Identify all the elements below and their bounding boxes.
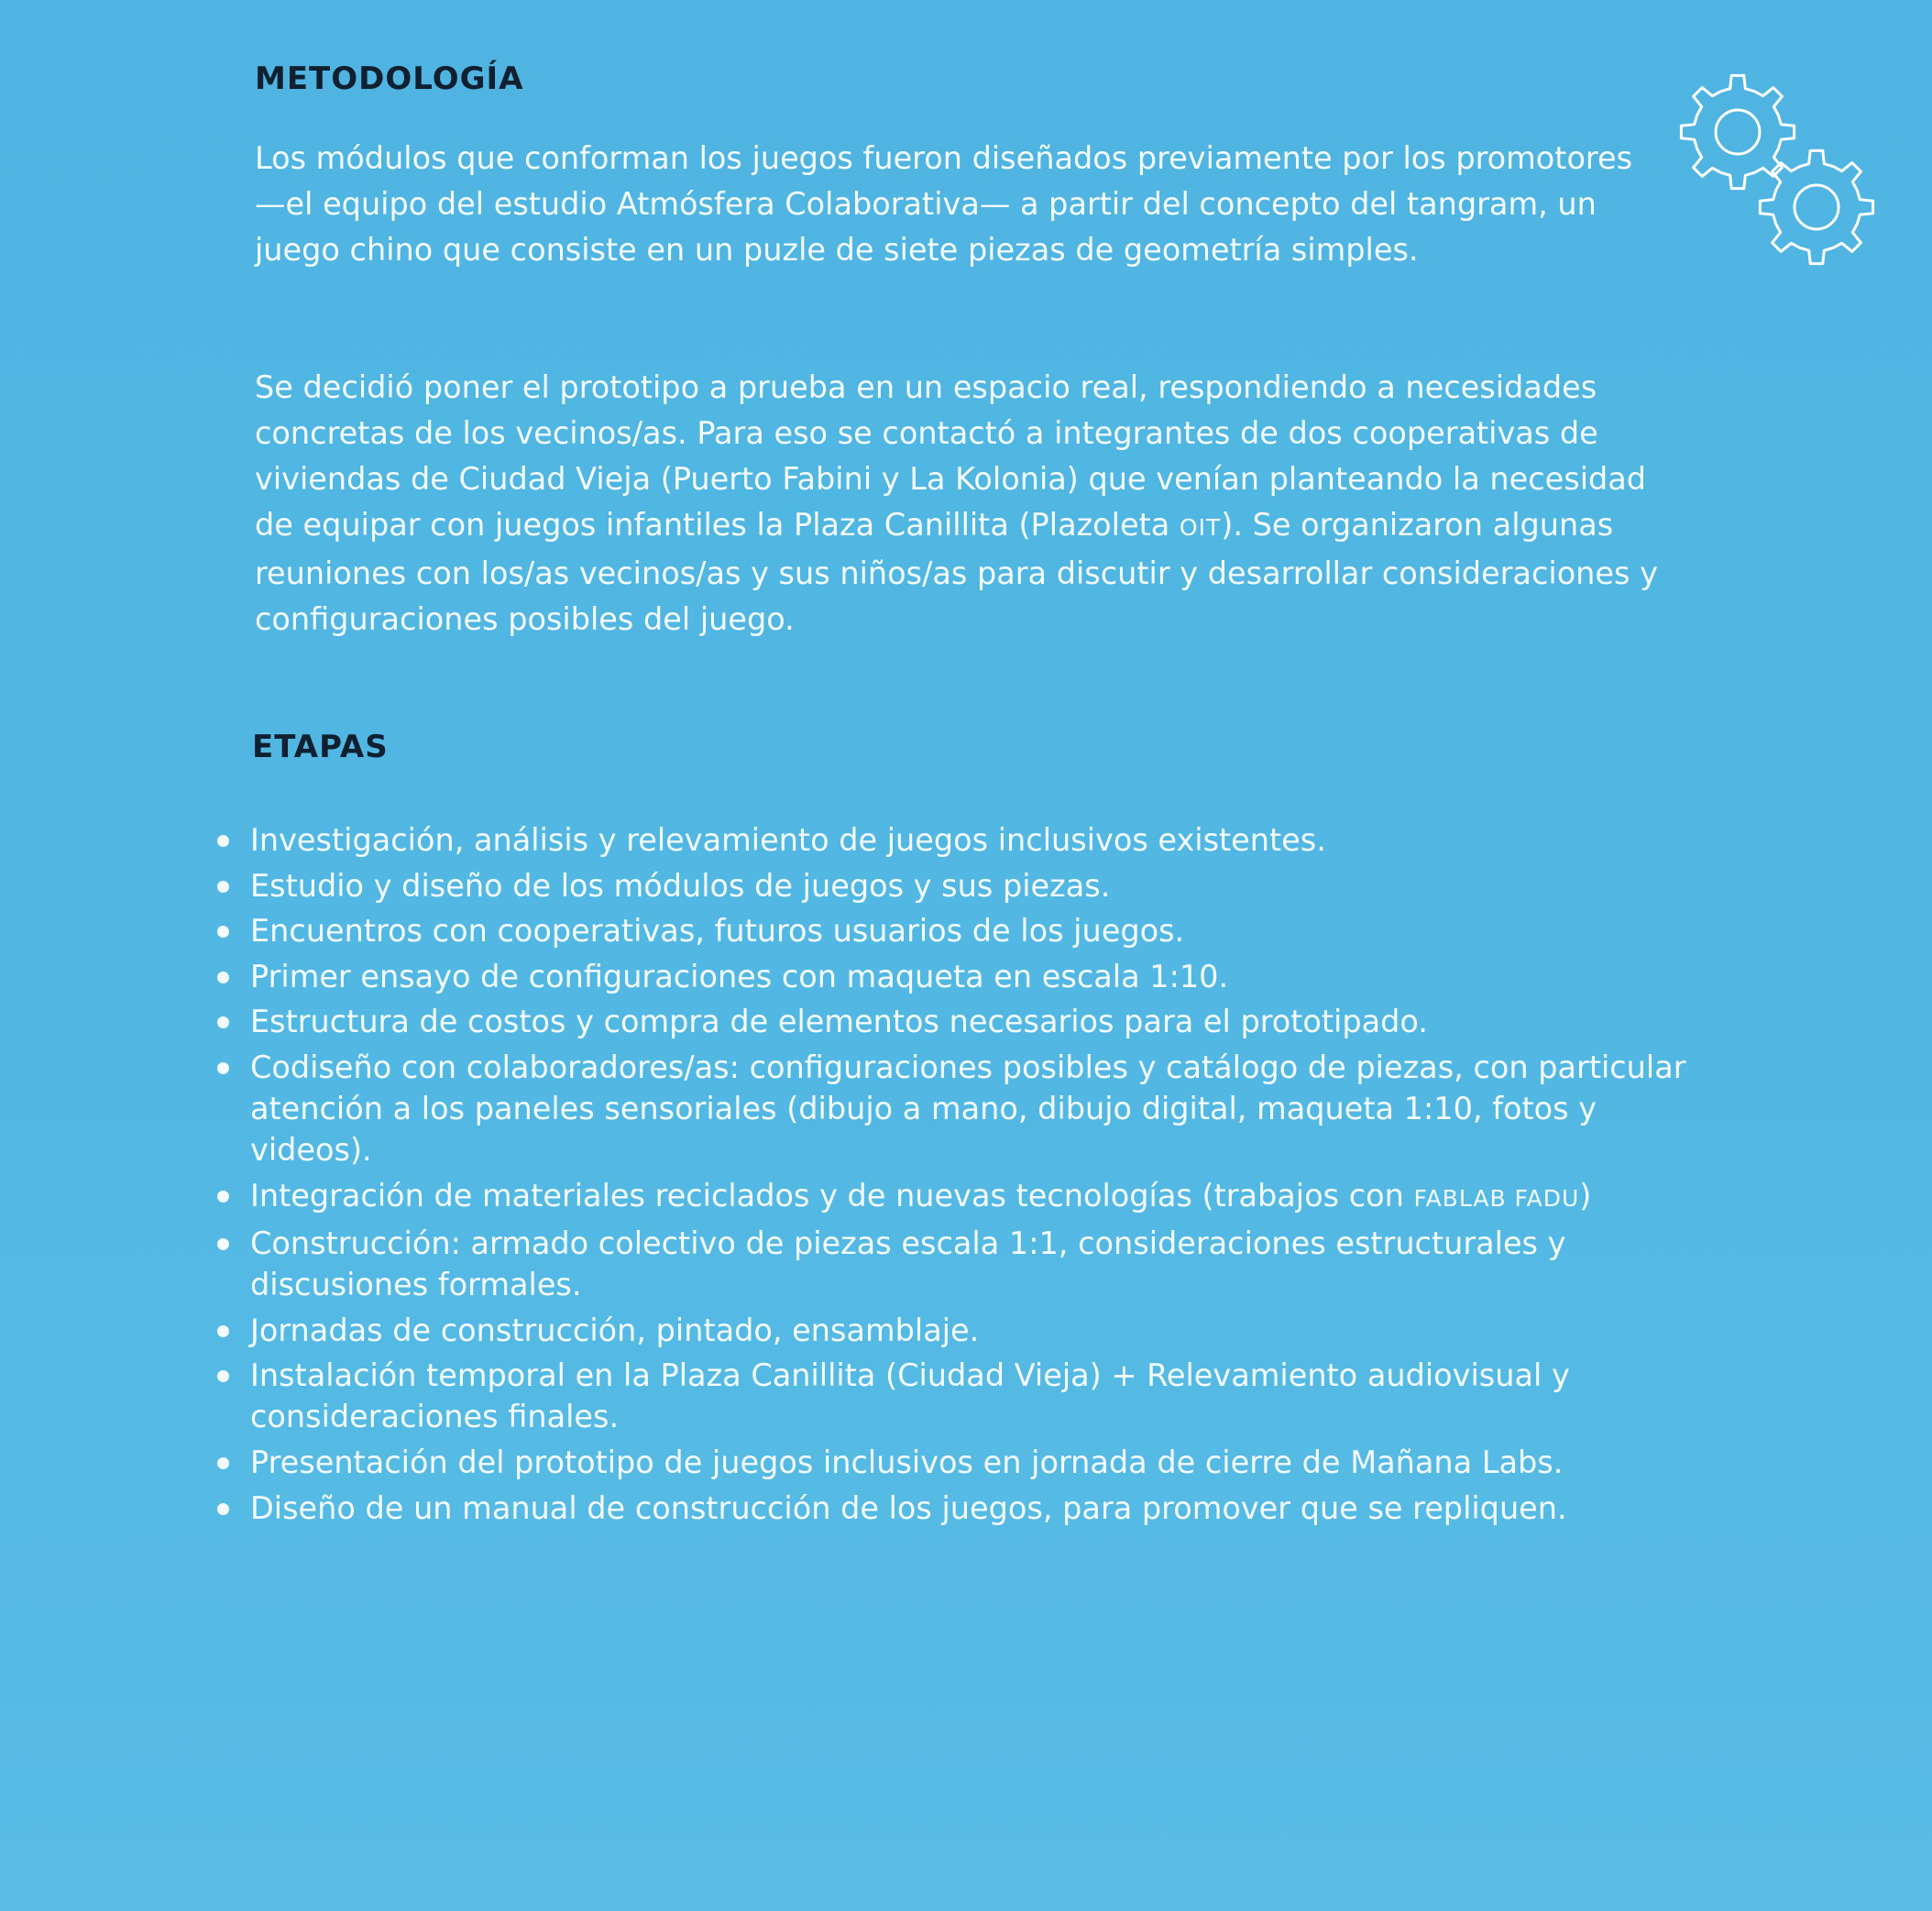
list-item <box>215 1488 1700 1529</box>
acronym-fablab-fadu: FABLAB FADU <box>1413 1184 1580 1212</box>
paragraph-2-text-a: Se decidió poner el prototipo a prueba en un espacio real, respondiendo a necesidades concretas de los vecinos/as. Para eso se contactó a integrantes de dos cooperativas de viviendas de Ciudad Vieja (Puerto Fabini y La Kolonia) que venían planteando la necesidad de equipar con juegos infantiles la Plaza Canillita (Plazoleta <box>255 369 1647 543</box>
stage-text: Estudio y diseño de los módulos de juegos y sus piezas. <box>250 867 1111 904</box>
stage-text: Construcción: armado colectivo de piezas escala 1:1, consideraciones estructurales y discusiones formales. <box>250 1225 1566 1303</box>
gear-small-icon <box>1760 150 1872 263</box>
stage-text-suffix: ) <box>1579 1177 1592 1214</box>
gear-large-icon <box>1681 75 1794 188</box>
stage-text: Primer ensayo de configuraciones con maqueta en escala 1:10. <box>250 958 1229 994</box>
bullet-icon <box>217 1191 229 1203</box>
metodologia-paragraph-1: Los módulos que conforman los juegos fueron diseñados previamente por los promotores —el equipo del estudio Atmósfera Colaborativa— a partir del concepto del tangram, un juego chino que consiste en un puzle de siete piezas de geometría simples. <box>255 140 1633 268</box>
stage-text: Instalación temporal en la Plaza Canillita (Ciudad Vieja) + Relevamiento audiovisual y consideraciones finales. <box>250 1357 1570 1435</box>
stage-text: Estructura de costos y compra de elementos necesarios para el prototipado. <box>250 1004 1428 1040</box>
list-item <box>215 1310 1700 1351</box>
gears-icon <box>1677 73 1888 266</box>
list-item <box>215 1442 1700 1483</box>
list-item <box>215 1001 1700 1042</box>
gear-outline <box>1681 75 1794 188</box>
section-heading-etapas: ETAPAS <box>252 729 389 765</box>
list-item <box>215 865 1700 906</box>
bullet-icon <box>217 972 229 983</box>
bullet-icon <box>217 1238 229 1250</box>
list-item <box>215 910 1700 951</box>
section-heading-metodologia: METODOLOGÍA <box>255 60 524 97</box>
stage-text: Jornadas de construcción, pintado, ensamblaje. <box>250 1312 980 1348</box>
bullet-icon <box>217 926 229 938</box>
stages-list <box>215 819 1700 1532</box>
metodologia-paragraph-2 <box>255 365 1666 642</box>
stage-text: Codiseño con colaboradores/as: configuraciones posibles y catálogo de piezas, con particular atención a los paneles sensoriales (dibujo a mano, dibujo digital, maqueta 1:10, fotos y videos). <box>250 1049 1686 1168</box>
bullet-icon <box>217 881 229 893</box>
gear-outline <box>1760 150 1872 263</box>
bullet-icon <box>217 1370 229 1382</box>
list-item <box>215 819 1700 861</box>
list-item <box>215 1223 1700 1305</box>
stage-text: Encuentros con cooperativas, futuros usuarios de los juegos. <box>250 913 1185 950</box>
stage-text: Investigación, análisis y relevamiento de juegos inclusivos existentes. <box>250 822 1326 858</box>
bullet-icon <box>217 1503 229 1515</box>
paragraph-2-text-b: ). Se organizaron algunas reuniones con los/as vecinos/as y sus niños/as para discutir y desarrollar consideraciones y configuraciones posibles del juego. <box>255 507 1658 637</box>
acronym-oit: OIT <box>1179 514 1222 541</box>
bullet-icon <box>217 1062 229 1074</box>
stage-text: Presentación del prototipo de juegos inclusivos en jornada de cierre de Mañana Labs. <box>250 1444 1564 1480</box>
list-item <box>215 1047 1700 1170</box>
gear-hole <box>1716 110 1760 154</box>
list-item <box>215 1175 1700 1219</box>
bullet-icon <box>217 1325 229 1337</box>
list-item <box>215 1355 1700 1437</box>
stage-text: Diseño de un manual de construcción de los juegos, para promover que se repliquen. <box>250 1489 1567 1526</box>
bullet-icon <box>217 1016 229 1028</box>
bullet-icon <box>217 1457 229 1469</box>
bullet-icon <box>217 835 229 847</box>
gear-hole <box>1795 185 1839 229</box>
stage-text: Integración de materiales reciclados y de nuevas tecnologías (trabajos con <box>250 1177 1414 1214</box>
list-item <box>215 956 1700 997</box>
